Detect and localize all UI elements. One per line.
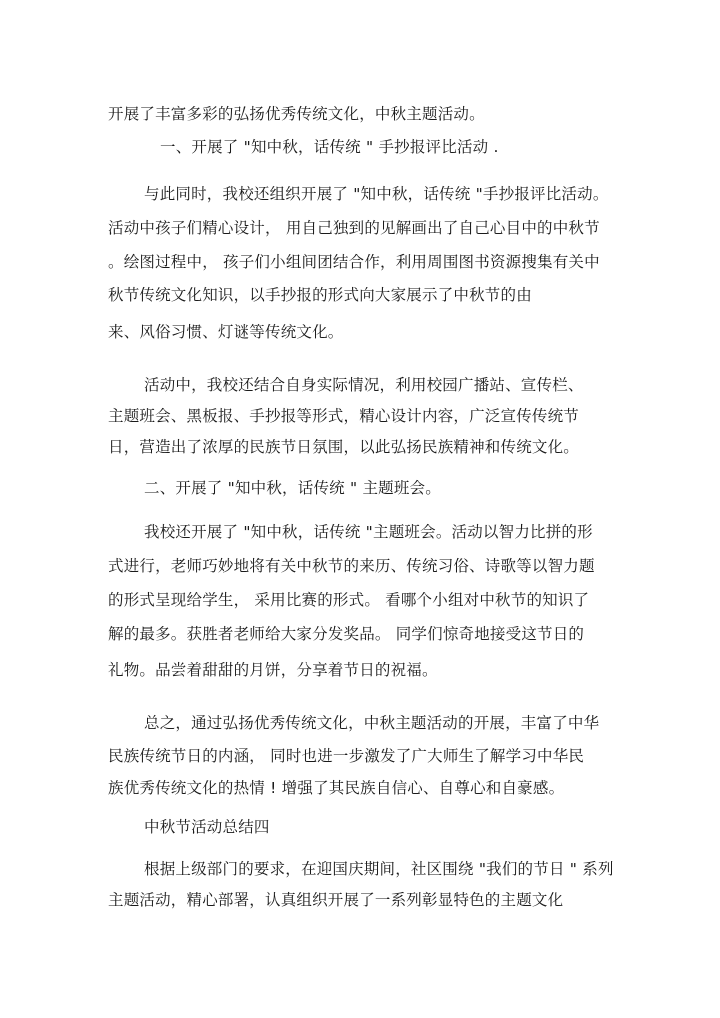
paragraph-line: 礼物。品尝着甜甜的月饼，分享着节日的祝福。 <box>108 661 438 679</box>
paragraph-line: 根据上级部门的要求，在迎国庆期间，社区围绕 "我们的节日 " 系列 <box>144 860 614 878</box>
paragraph-line: 与此同时，我校还组织开展了 "知中秋，话传统 "手抄报评比活动。 <box>144 185 609 203</box>
paragraph-line: 的形式呈现给学生， 采用比赛的形式。 看哪个小组对中秋节的知识了 <box>108 591 590 609</box>
paragraph-line: 来、风俗习惯、灯谜等传统文化。 <box>108 323 344 341</box>
paragraph-line: 日，营造出了浓厚的民族节日氛围，以此弘扬民族精神和传统文化。 <box>108 438 580 456</box>
paragraph-line: 活动中，我校还结合自身实际情况，利用校园广播站、宣传栏、 <box>144 376 584 394</box>
paragraph-line: 。绘图过程中， 孩子们小组间团结合作，利用周围图书资源搜集有关中 <box>108 253 600 271</box>
paragraph-line: 解的最多。获胜者老师给大家分发奖品。 同学们惊奇地接受这节日的 <box>108 625 585 643</box>
paragraph-line: 开展了丰富多彩的弘扬优秀传统文化，中秋主题活动。 <box>108 105 485 123</box>
paragraph-line: 秋节传统文化知识，以手抄报的形式向大家展示了中秋节的由 <box>108 286 532 304</box>
section-heading: 一、开展了 "知中秋，话传统 " 手抄报评比活动 . <box>160 138 499 156</box>
paragraph-line: 族优秀传统文化的热情 ! 增强了其民族自信心、自尊心和自豪感。 <box>108 779 565 797</box>
paragraph-line: 主题活动，精心部署，认真组织开展了一系列彰显特色的主题文化 <box>108 891 564 909</box>
paragraph-line: 式进行，老师巧妙地将有关中秋节的来历、传统习俗、诗歌等以智力题 <box>108 557 595 575</box>
section-heading: 二、开展了 "知中秋，话传统 " 主题班会。 <box>144 479 441 497</box>
paragraph-line: 活动中孩子们精心设计， 用自己独到的见解画出了自己心目中的中秋节 <box>108 219 600 237</box>
section-title: 中秋节活动总结四 <box>144 818 270 836</box>
paragraph-line: 我校还开展了 "知中秋，话传统 "主题班会。活动以智力比拼的形 <box>144 523 593 541</box>
paragraph-line: 主题班会、黑板报、手抄报等形式，精心设计内容，广泛宣传传统节 <box>108 407 580 425</box>
paragraph-line: 民族传统节日的内涵， 同时也进一步激发了广大师生了解学习中华民 <box>108 747 585 765</box>
paragraph-line: 总之，通过弘扬优秀传统文化，中秋主题活动的开展，丰富了中华 <box>144 714 600 732</box>
